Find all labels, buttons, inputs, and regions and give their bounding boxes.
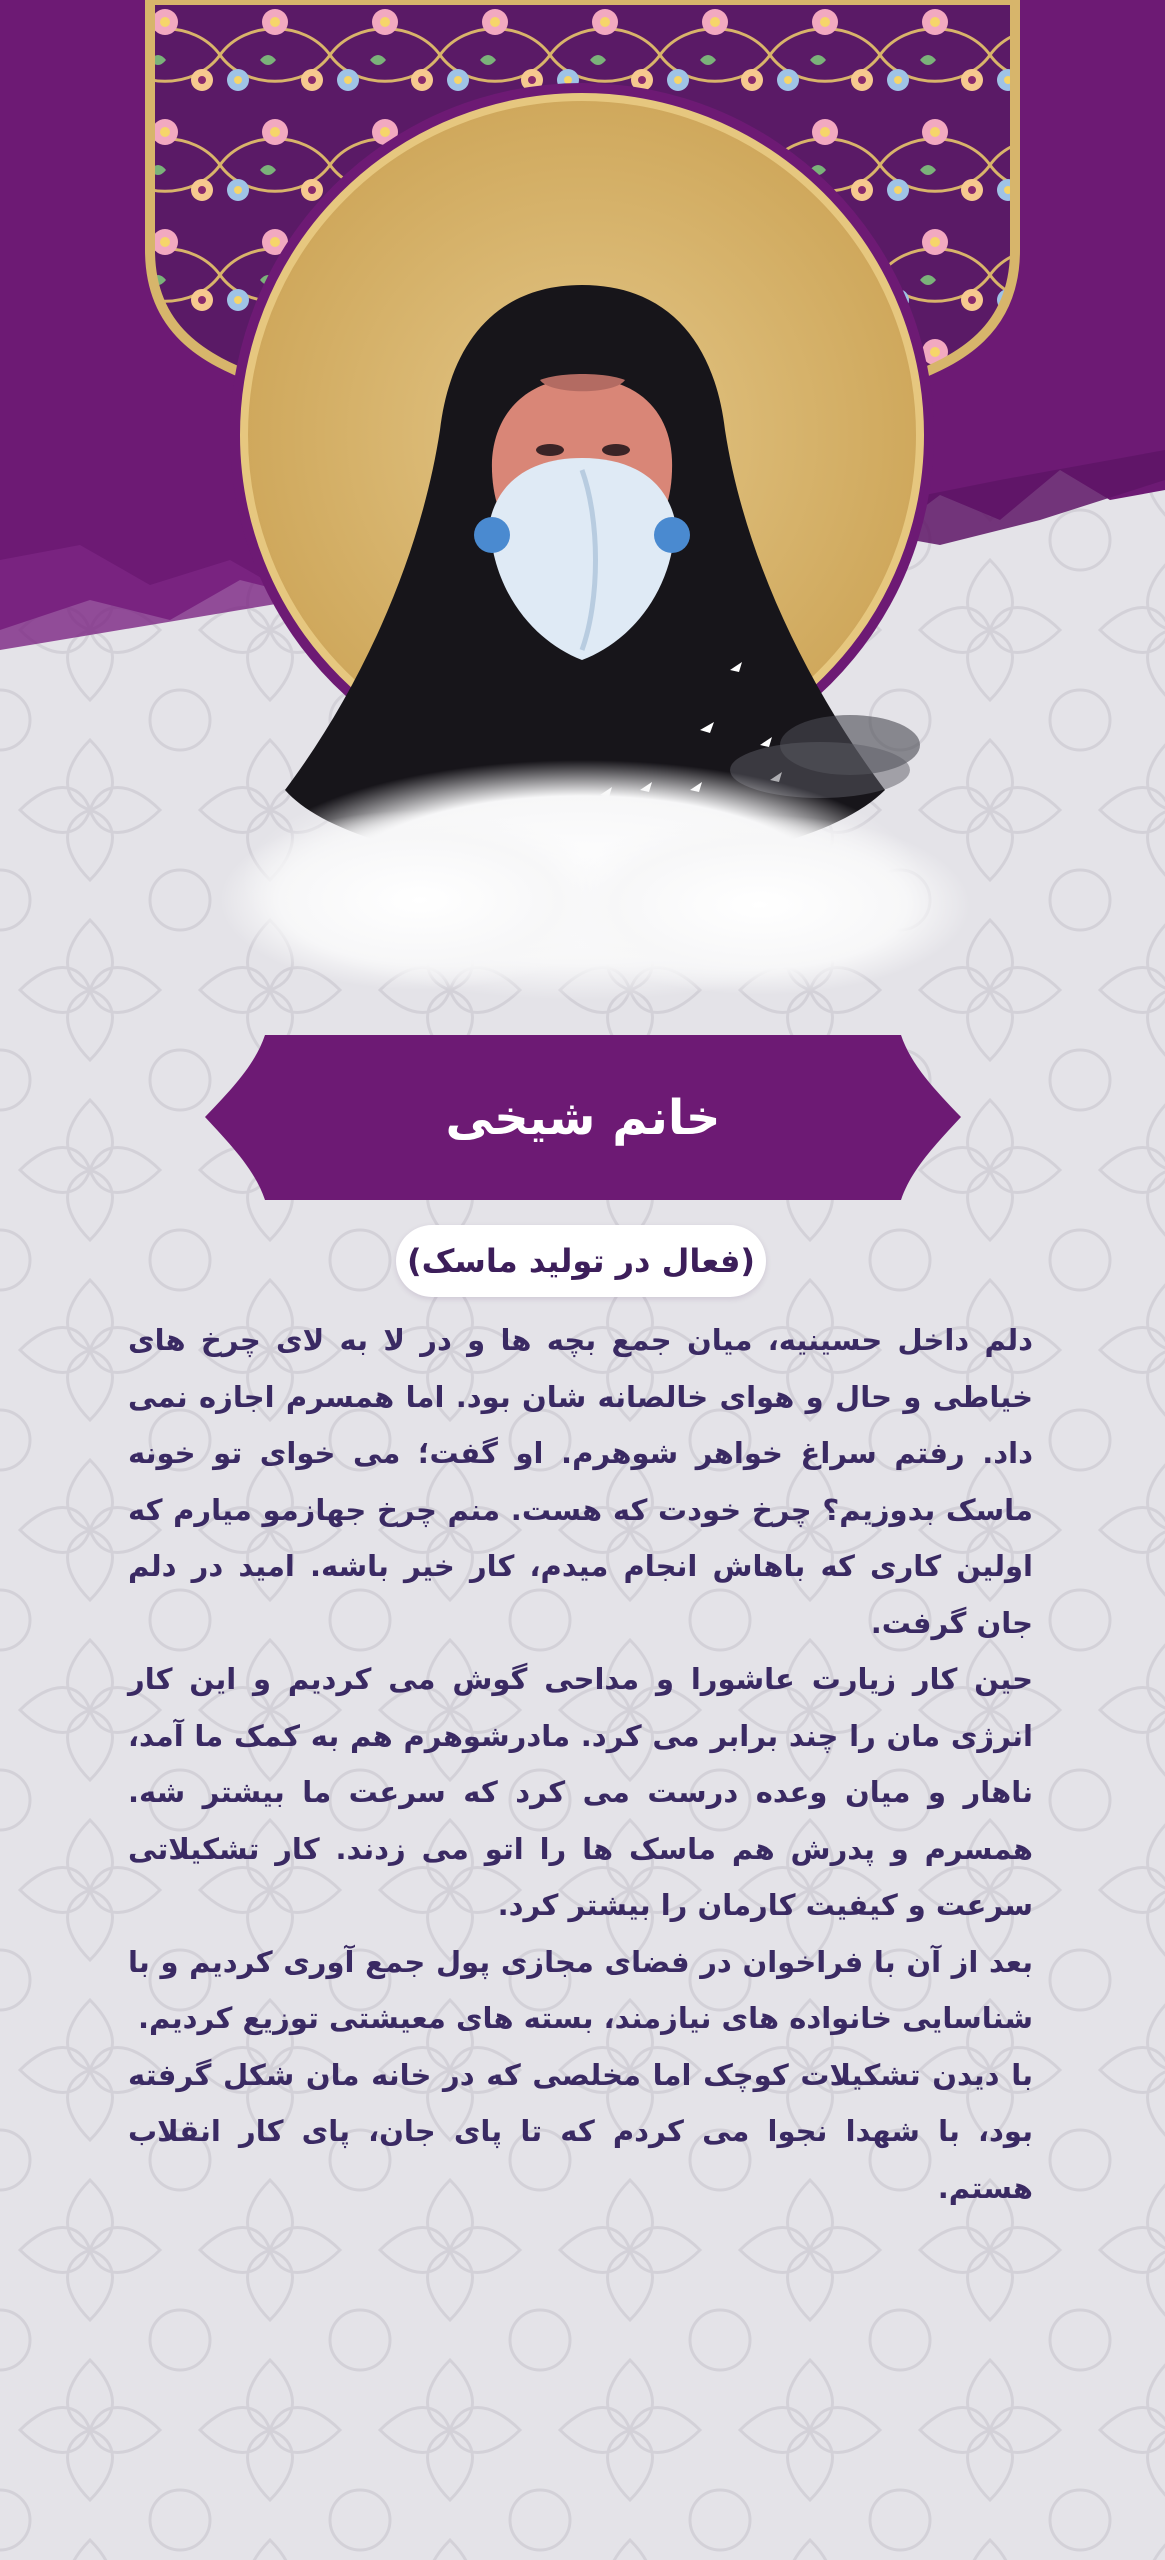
story-paragraph: بعد از آن با فراخوان در فضای مجازی پول جمع آوری کردیم و با شناسایی خانواده های نیازمند، بسته های معیشتی توزیع کردیم. <box>128 1944 1033 2035</box>
role-subtitle: (فعال در تولید ماسک) <box>396 1225 766 1297</box>
portrait-illustration <box>0 0 1165 1060</box>
person-name: خانم شیخی <box>445 1089 721 1146</box>
story-paragraph: با دیدن تشکیلات کوچک اما مخلصی که در خانه مان شکل گرفته بود، با شهدا نجوا می کردم که تا پای جان، پای کار انقلاب هستم. <box>128 2057 1033 2205</box>
story-paragraph: دلم داخل حسینیه، میان جمع بچه ها و در لا به لای چرخ های خیاطی و حال و هوای خالصانه شان بود. اما همسرم اجازه نمی داد. رفتم سراغ خواهر شوهرم. او گفت؛ می خوای تو خونه ماسک بدوزیم؟ چرخ خودت که هست. منم چرخ جهازمو میارم که اولین کاری که باهاش انجام میدم، کار خیر باشه. امید در دلم جان گرفت. <box>128 1323 1033 1640</box>
story-text <box>128 1312 1033 2216</box>
story-paragraph: حین کار زیارت عاشورا و مداحی گوش می کردیم و این کار انرژی مان را چند برابر می کرد. مادرشوهرم هم به کمک ما آمد، ناهار و میان وعده درست می کرد که سرعت ما بیشتر شه. همسرم و پدرش هم ماسک ها را اتو می زدند. کار تشکیلاتی سرعت و کیفیت کارمان را بیشتر کرد. <box>128 1662 1033 1922</box>
